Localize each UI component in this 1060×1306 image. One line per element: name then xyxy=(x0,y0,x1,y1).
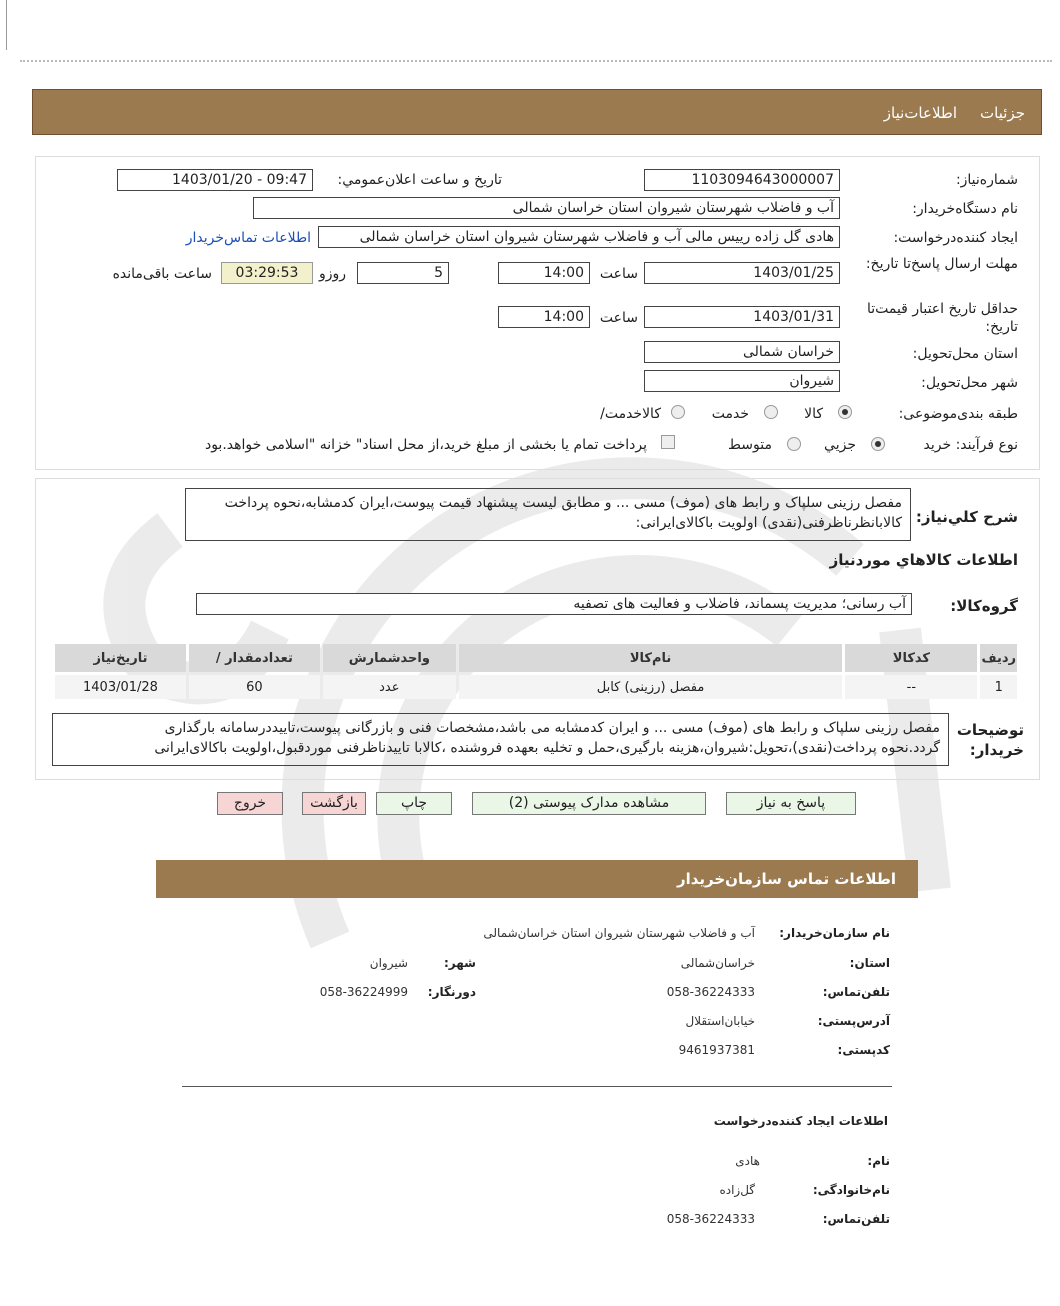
buyer-org-label: نام دستگاه‌خریدار: xyxy=(912,201,1018,217)
treasury-payment-checkbox[interactable] xyxy=(661,435,675,449)
contact-postal-label: کدپستی: xyxy=(837,1043,890,1057)
category-goods-label: کالا xyxy=(804,406,823,422)
description-label: شرح کلي‌نياز: xyxy=(915,508,1018,526)
contact-fax-label: دورنگار: xyxy=(427,985,476,999)
reply-time-field: 14:00 xyxy=(498,262,590,284)
cell-date: 1403/01/28 xyxy=(55,675,186,699)
creator-name-value: هادی xyxy=(735,1154,760,1168)
contact-address-value: خیابان‌استقلال xyxy=(685,1014,755,1028)
window-edge xyxy=(6,0,7,50)
back-button[interactable]: بازگشت xyxy=(302,792,366,815)
days-field: 5 xyxy=(357,262,449,284)
creator-name-label: نام: xyxy=(867,1154,890,1168)
price-time-field: 14:00 xyxy=(498,306,590,328)
remaining-label: ساعت باقی‌مانده xyxy=(112,266,212,282)
description-text: مفصل رزینی سلپاک و رابط های (موف) مسی ... و مطابق لیست پیشنهاد قیمت پیوست،ایران کدمشابه،نحوه پرداخت کالابانظرناظرفنی(نقدی) اولویت باکالای‌ایرانی: xyxy=(185,488,911,541)
header-qty: تعدادمقدار / xyxy=(189,644,320,672)
buyer-notes-line1: مفصل رزینی سلپاک و رابط های (موف) مسی ... و ایران کدمشابه می باشد،مشخصات فنی و بازرگانی پیوست،تاییددرسامانه بارگذاری xyxy=(164,720,940,736)
announce-field: 1403/01/20 - 09:47 xyxy=(117,169,313,191)
contact-phone-value: 058-36224333 xyxy=(666,985,755,999)
breadcrumb-need-info[interactable]: اطلاعات‌نیاز xyxy=(883,104,957,122)
header-code: کدکالا xyxy=(845,644,977,672)
creator-label: ایجاد کننده‌درخواست: xyxy=(893,230,1018,246)
cell-row: 1 xyxy=(980,675,1017,699)
buyer-notes-line2: گردد.نحوه پرداخت(نقدی)،تحویل:شیروان،هزینه بارگیری،حمل و تخلیه بعهده فروشنده ،کالابا تاییدناظرفنی موردقبول،اولویت باکالای‌ایرانی xyxy=(154,740,940,756)
contact-divider xyxy=(182,1086,892,1087)
reply-time-label: ساعت xyxy=(599,266,638,282)
days-label: روزو xyxy=(318,266,346,282)
contact-city-value: شیروان xyxy=(369,956,408,970)
top-divider xyxy=(20,60,1052,62)
creator-family-label: نام‌خانوادگی: xyxy=(812,1183,890,1197)
buyer-contact-link[interactable]: اطلاعات تماس‌خریدار xyxy=(185,230,311,246)
remaining-timer: 03:29:53 xyxy=(221,262,313,284)
contact-province-label: استان: xyxy=(849,956,890,970)
price-date-field: 1403/01/31 xyxy=(644,306,840,328)
need-number-label: شماره‌نیاز: xyxy=(955,172,1018,188)
page-header-bar xyxy=(32,89,1042,135)
reply-button[interactable]: پاسخ به نیاز xyxy=(726,792,856,815)
contact-postal-value: 9461937381 xyxy=(678,1043,755,1057)
category-service-label: خدمت xyxy=(711,406,749,422)
group-field: آب رسانی؛ مدیریت پسماند، فاضلاب و فعالیت های تصفیه xyxy=(196,593,912,615)
attachments-button[interactable]: مشاهده مدارک پیوستی (2) xyxy=(472,792,706,815)
price-validity-label: حداقل تاریخ اعتبار قیمت‌تا تاریخ: xyxy=(866,301,1018,335)
city-label: شهر محل‌تحویل: xyxy=(921,375,1018,391)
header-row: ردیف xyxy=(980,644,1017,672)
header-unit: واحدشمارش xyxy=(323,644,456,672)
cell-name: مفصل (رزینی) کابل xyxy=(459,675,842,699)
exit-button[interactable]: خروج xyxy=(217,792,283,815)
process-medium-label: متوسط xyxy=(728,437,772,453)
breadcrumb-details[interactable]: جزئیات xyxy=(980,104,1025,122)
creator-family-value: گل‌زاده xyxy=(719,1183,755,1197)
creator-info-title: اطلاعات ایجاد کننده‌درخواست xyxy=(713,1114,888,1128)
buyer-notes-box xyxy=(52,713,949,766)
print-button[interactable]: چاپ xyxy=(376,792,452,815)
cell-unit: عدد xyxy=(323,675,456,699)
contact-phone-label: تلفن‌تماس: xyxy=(822,985,890,999)
creator-field: هادی گل زاده رییس مالی آب و فاضلاب شهرستان شیروان استان خراسان شمالی xyxy=(318,226,840,248)
goods-info-title: اطلاعات کالاهاي موردنياز xyxy=(829,551,1018,569)
reply-date-field: 1403/01/25 xyxy=(644,262,840,284)
contact-fax-value: 058-36224999 xyxy=(319,985,408,999)
category-both-label: کالا‌خدمت/ xyxy=(600,406,661,422)
process-label: نوع فرآیند: خرید xyxy=(923,437,1018,453)
contact-city-label: شهر: xyxy=(444,956,476,970)
province-label: استان محل‌تحویل: xyxy=(912,346,1018,362)
contact-org-label: نام سازمان‌خریدار: xyxy=(779,926,890,940)
contact-section-title: اطلاعات تماس سازمان‌خریدار xyxy=(676,870,896,888)
contact-section-header xyxy=(156,860,918,898)
treasury-payment-note: پرداخت تمام یا بخشی از مبلغ خرید،از محل اسناد" خزانه "اسلامی خواهد.بود xyxy=(204,437,647,453)
creator-phone-label: تلفن‌تماس: xyxy=(822,1212,890,1226)
creator-phone-value: 058-36224333 xyxy=(666,1212,755,1226)
announce-label: تاریخ و ساعت اعلان‌عمومي: xyxy=(337,172,502,188)
contact-org-value: آب و فاضلاب شهرستان شیروان استان خراسان‌شمالی xyxy=(483,926,755,940)
province-field: خراسان شمالی xyxy=(644,341,840,363)
category-label: طبقه بندی‌موضوعی: xyxy=(898,406,1018,422)
city-field: شیروان xyxy=(644,370,840,392)
category-both-radio[interactable] xyxy=(671,405,685,419)
process-partial-label: جزيي xyxy=(824,437,856,453)
contact-province-value: خراسان‌شمالی xyxy=(680,956,755,970)
category-service-radio[interactable] xyxy=(764,405,778,419)
buyer-notes-label: توضیحات خریدار: xyxy=(956,721,1024,759)
header-date: تاریخ‌نیاز xyxy=(55,644,186,672)
process-medium-radio[interactable] xyxy=(787,437,801,451)
cell-code: -- xyxy=(845,675,977,699)
process-partial-radio[interactable] xyxy=(871,437,885,451)
price-time-label: ساعت xyxy=(599,310,638,326)
category-goods-radio[interactable] xyxy=(838,405,852,419)
group-label: گروه‌کالا: xyxy=(950,597,1018,615)
cell-qty: 60 xyxy=(189,675,320,699)
contact-address-label: آدرس‌پستی: xyxy=(817,1014,890,1028)
reply-deadline-label: مهلت ارسال پاسخ‌تا تاریخ: xyxy=(865,256,1018,272)
header-name: نام‌کالا xyxy=(459,644,842,672)
table-row xyxy=(55,675,1017,699)
goods-table xyxy=(52,641,1020,702)
need-number-field: 1103094643000007 xyxy=(644,169,840,191)
table-header-row xyxy=(55,644,1017,672)
buyer-org-field: آب و فاضلاب شهرستان شیروان استان خراسان شمالی xyxy=(253,197,840,219)
